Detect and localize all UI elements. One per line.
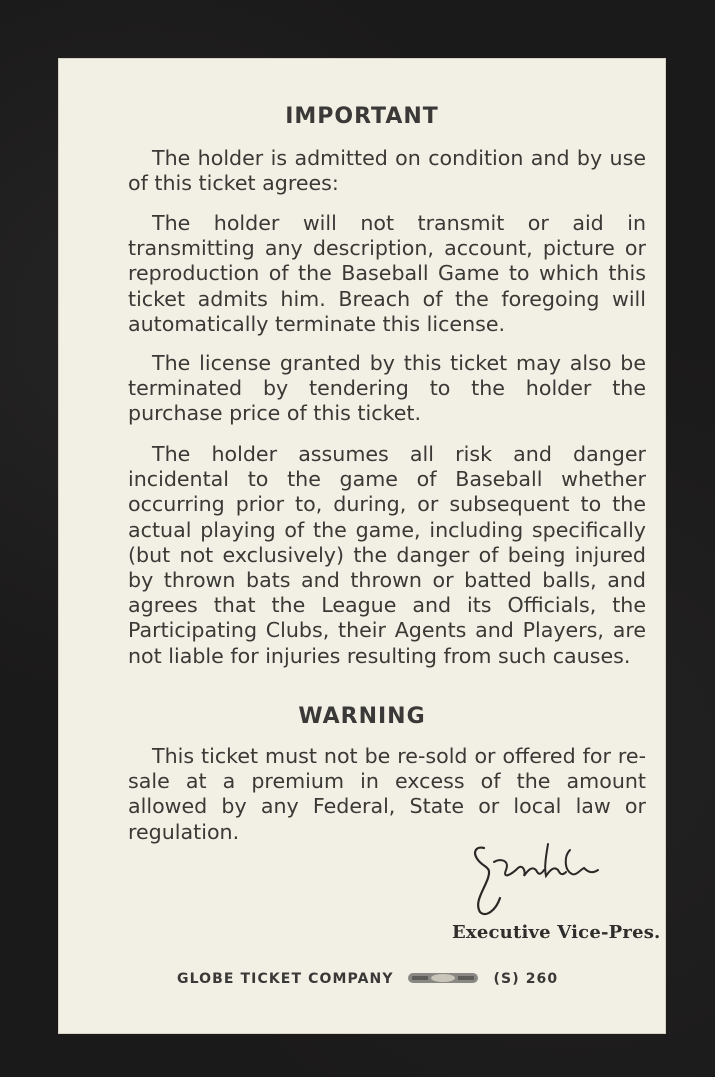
footer-company: GLOBE TICKET COMPANY [177, 971, 394, 987]
ticket-back [58, 58, 666, 1034]
resale-paragraph [128, 744, 646, 845]
license-paragraph [128, 351, 646, 427]
transmit-paragraph [128, 211, 646, 337]
license-text: The license granted by this ticket may also be terminated by tendering to the holder the purchase price of this ticket. [128, 351, 646, 426]
signature-icon [466, 840, 606, 920]
heading-important: IMPORTANT [285, 104, 439, 129]
union-label-icon [408, 972, 478, 984]
footer-code: (S) 260 [493, 971, 559, 987]
intro-paragraph [128, 146, 646, 196]
intro-text: The holder is admitted on condition and by use of this ticket agrees: [128, 146, 646, 196]
signature-title: Executive Vice-Pres. [452, 922, 661, 943]
transmit-text: The holder will not transmit or aid in transmitting any description, account, picture or reproduction of the Baseball Game to which this ticket admits him. Breach of the foregoing will automatically terminate this license. [128, 211, 646, 336]
resale-text: This ticket must not be re-sold or offered for re-sale at a premium in excess of the amount allowed by any Federal, State or local law or regulation. [128, 744, 646, 844]
risk-text: The holder assumes all risk and danger incidental to the game of Baseball whether occurring prior to, during, or subsequent to the actual playing of the game, including specifically (but not exclusively) the danger of being injured by thrown bats and thrown or batted balls, and agrees that the League and its Officials, the Participating Clubs, their Agents and Players, are not liable for injuries resulting from such causes. [128, 442, 646, 668]
heading-warning: WARNING [298, 704, 426, 729]
risk-paragraph [128, 442, 646, 669]
footer-printer-line [177, 971, 558, 987]
